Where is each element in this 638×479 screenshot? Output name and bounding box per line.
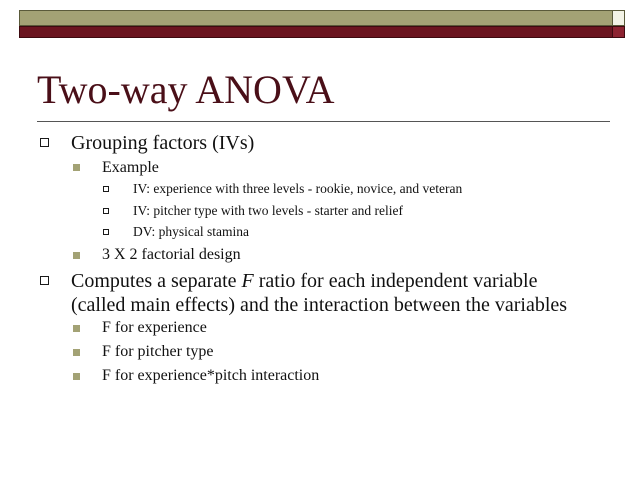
small-square-bullet-icon	[103, 229, 109, 235]
bullet-iv-experience: IV: experience with three levels - rookie, novice, and veteran	[133, 181, 463, 196]
filled-square-bullet-icon	[73, 325, 80, 332]
bullet-f-experience: F for experience	[102, 319, 207, 336]
header-band-maroon	[19, 26, 625, 38]
filled-square-bullet-icon	[73, 252, 80, 259]
bullet-computes-f-ratio-line2: (called main effects) and the interaction between the variables	[71, 294, 568, 316]
bullet-iv-pitcher-type: IV: pitcher type with two levels - starter and relief	[133, 203, 404, 218]
square-bullet-icon	[40, 138, 49, 147]
bullet-example: Example	[102, 159, 159, 176]
filled-square-bullet-icon	[73, 164, 80, 171]
bullet-f-interaction: F for experience*pitch interaction	[102, 367, 320, 384]
bullet-f-pitcher-type: F for pitcher type	[102, 343, 214, 360]
bullet-text-part: ratio for each independent variable	[253, 270, 538, 292]
title-divider	[37, 121, 610, 122]
header-band-olive	[19, 10, 625, 26]
filled-square-bullet-icon	[73, 373, 80, 380]
bullet-computes-f-ratio-line1	[71, 269, 537, 293]
small-square-bullet-icon	[103, 208, 109, 214]
filled-square-bullet-icon	[73, 349, 80, 356]
bullet-grouping-factors: Grouping factors (IVs)	[71, 132, 255, 154]
bullet-text-part: Computes a separate	[71, 270, 242, 292]
f-italic: F	[241, 270, 254, 292]
slide-title: Two-way ANOVA	[37, 67, 335, 112]
small-square-bullet-icon	[103, 186, 109, 192]
bullet-dv-stamina: DV: physical stamina	[133, 224, 249, 239]
bullet-factorial-design: 3 X 2 factorial design	[102, 246, 241, 263]
header-band-olive-end	[612, 10, 625, 26]
square-bullet-icon	[40, 276, 49, 285]
header-band-maroon-end	[612, 26, 625, 38]
